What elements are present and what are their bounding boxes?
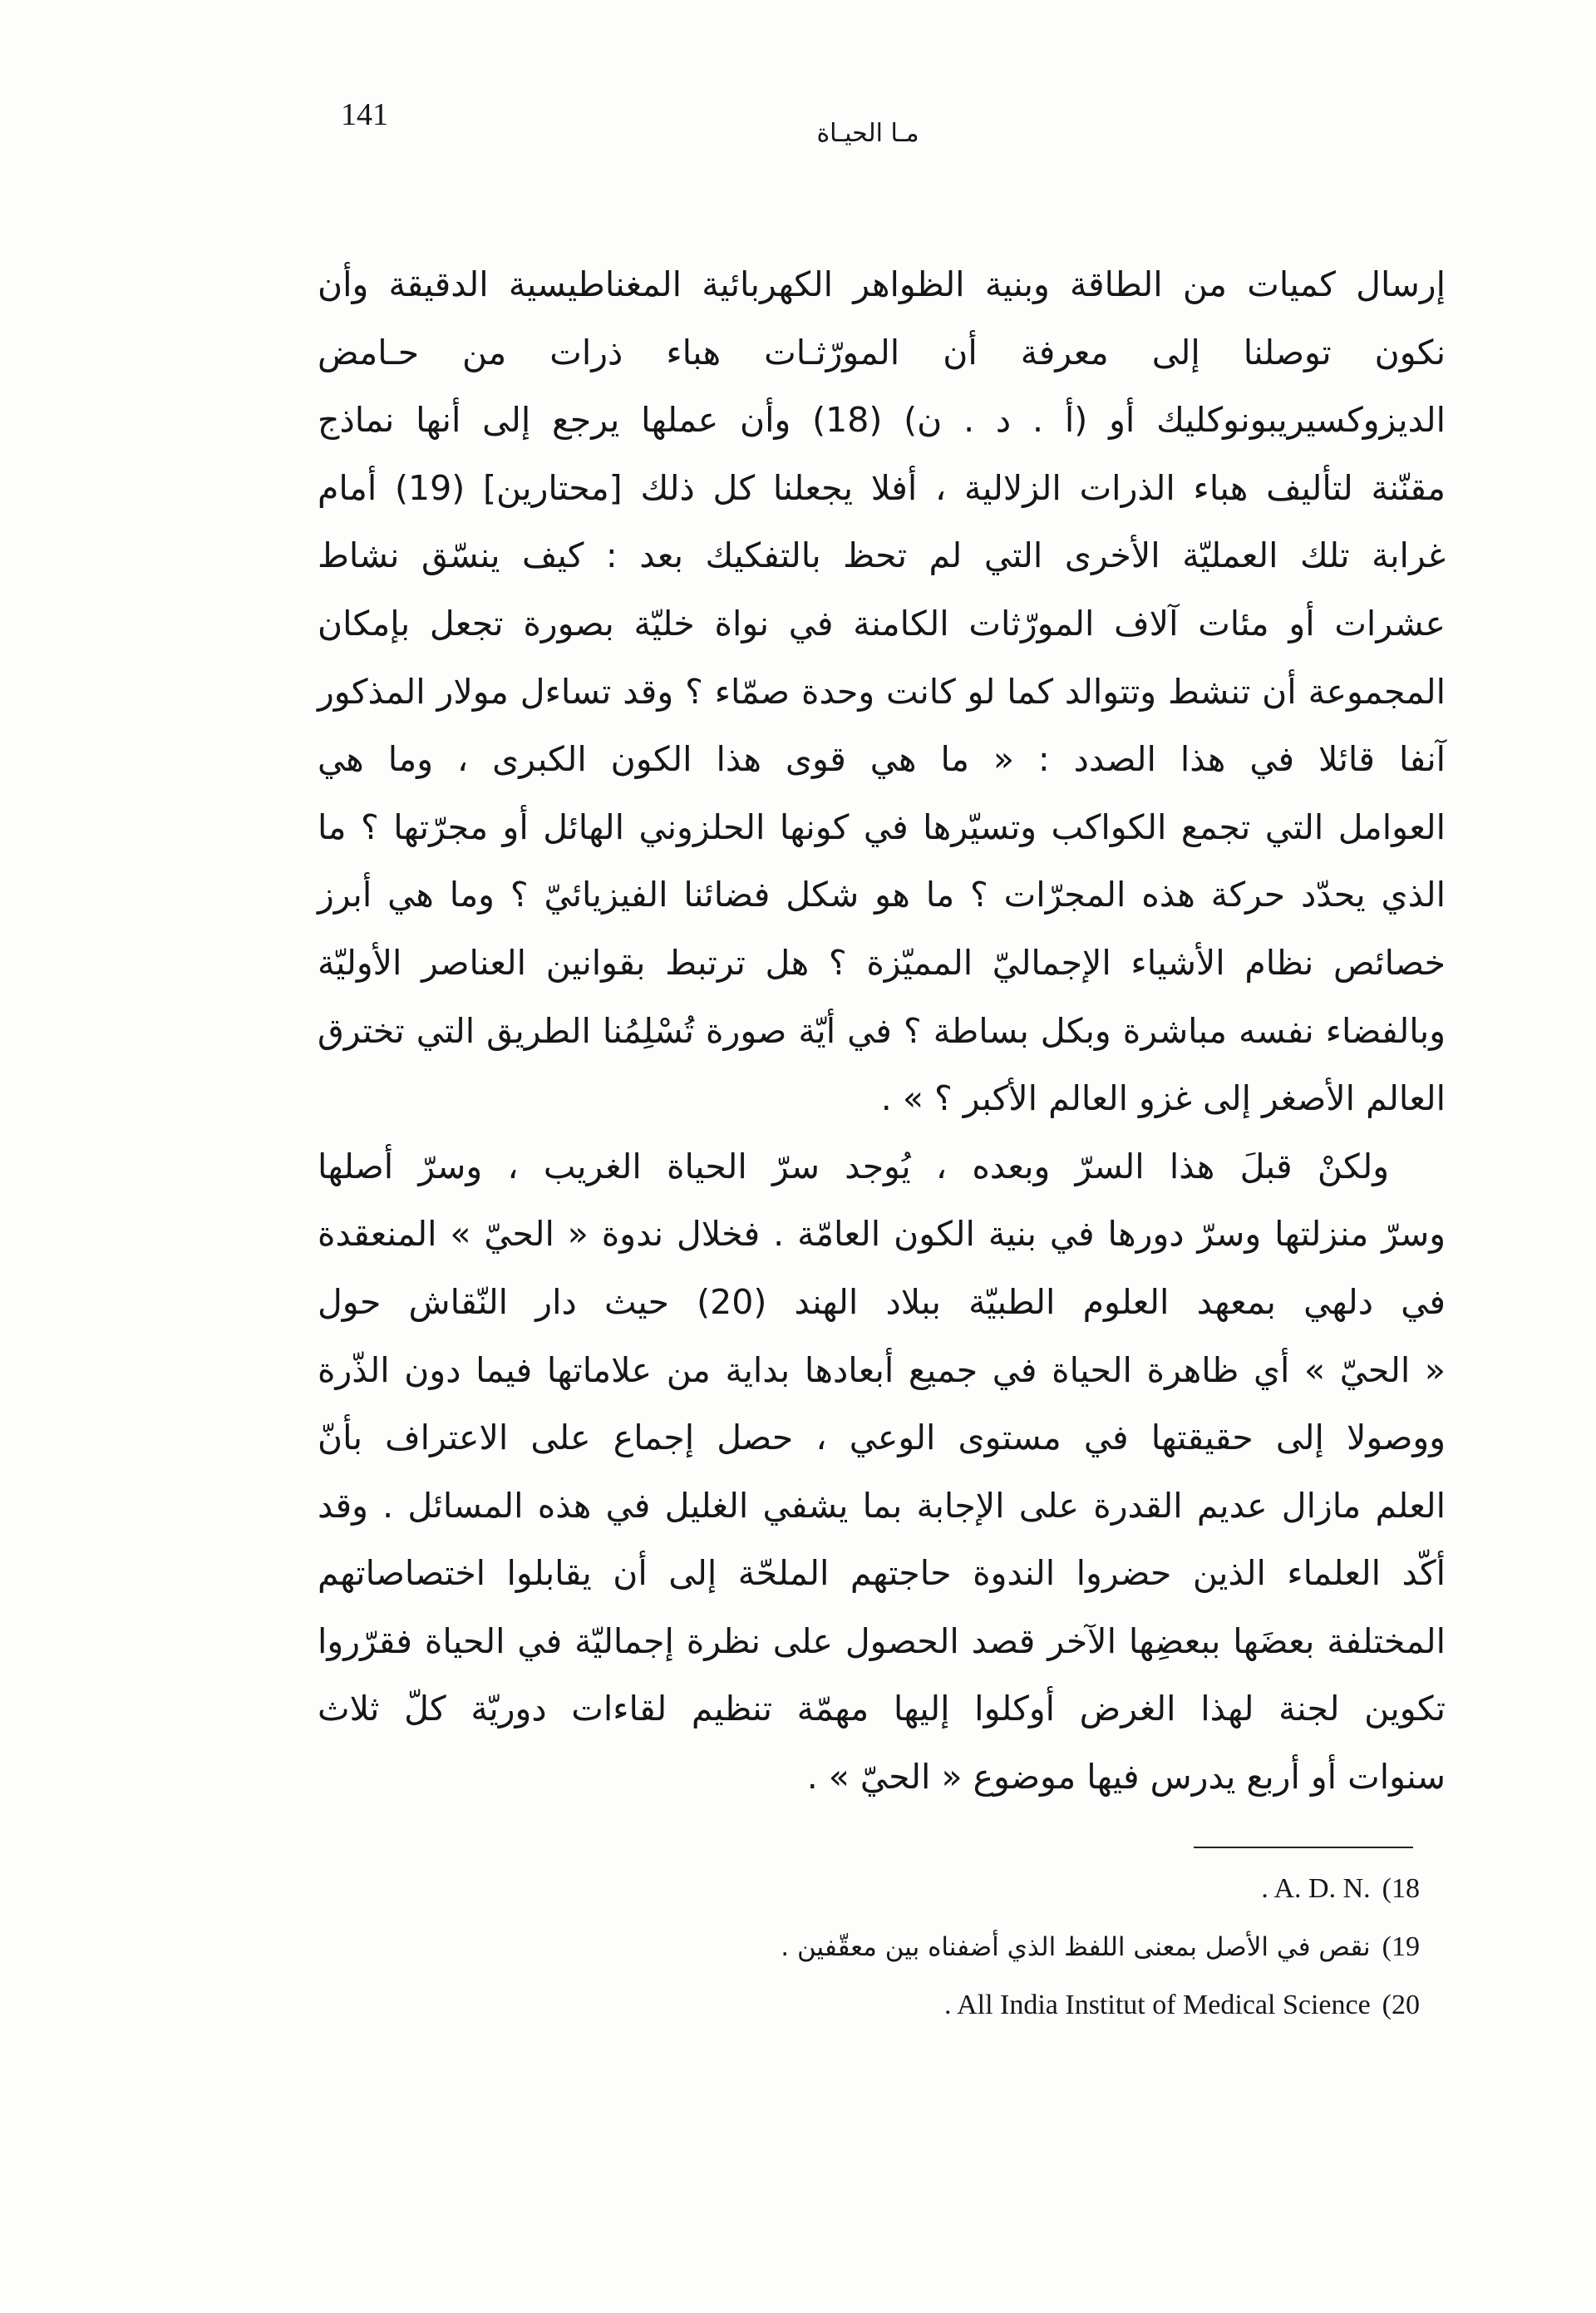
text-line: سنوات أو أربع يدرس فيها موضوع « الحيّ » . <box>806 1757 1446 1798</box>
text-line: إرسال كميات من الطاقة وبنية الظواهر الكهربائية المغناطيسية الدقيقة وأن <box>318 264 1446 304</box>
text-line: نكون توصلنا إلى معرفة أن المورّثـات هباء ذرات من حـامض <box>318 332 1446 372</box>
text-line: آنفا قائلا في هذا الصدد : « ما هي قوى هذا الكون الكبرى ، وما هي <box>318 739 1446 780</box>
text-line: عشرات أو مئات آلاف المورّثات الكامنة في نواة خليّة بصورة تجعل بإمكان <box>318 603 1446 644</box>
text-line: المختلفة بعضَها ببعضِها الآخر قصد الحصول على نظرة إجماليّة في الحياة فقرّروا <box>318 1620 1446 1661</box>
text-line: « الحيّ » أي ظاهرة الحياة في جميع أبعادها بداية من علاماتها فيما دون الذّرة <box>318 1349 1446 1390</box>
page-number: 141 <box>341 97 388 132</box>
footnote-marker: (19 <box>1382 1931 1420 1962</box>
text-line: الذي يحدّد حركة هذه المجرّات ؟ ما هو شكل فضائنا الفيزيائيّ ؟ وما هي أبرز <box>318 875 1446 915</box>
text-line: أكّد العلماء الذين حضروا الندوة حاجتهم الملحّة إلى أن يقابلوا اختصاصاتهم <box>318 1553 1446 1594</box>
text-line: المجموعة أن تنشط وتتوالد كما لو كانت وحدة صمّاء ؟ وقد تساءل مولار المذكور <box>318 671 1446 712</box>
footnote-18 <box>589 1860 1420 1918</box>
paragraph-2 <box>318 1133 1446 1812</box>
footnote-text: . All India Institut of Medical Science <box>943 1990 1371 2020</box>
footnote-marker: (20 <box>1382 1990 1420 2020</box>
text-line: في دلهي بمعهد العلوم الطبيّة ببلاد الهند (20) حيث دار النّقاش حول <box>318 1281 1446 1322</box>
text-line: ووصولا إلى حقيقتها في مستوى الوعي ، حصل إجماع على الاعتراف بأنّ <box>318 1418 1446 1458</box>
footnote-separator <box>1194 1847 1413 1848</box>
footnote-20 <box>589 1976 1420 2034</box>
text-line: العالم الأصغر إلى غزو العالم الأكبر ؟ » . <box>880 1078 1446 1119</box>
footnote-19 <box>589 1918 1420 1976</box>
text-line: وبالفضاء نفسه مباشرة وبكل بساطة ؟ في أيّة صورة تُسْلِمُنا الطريق التي تخترق <box>318 1010 1446 1051</box>
text-line: مقنّنة لتأليف هباء الذرات الزلالية ، أفلا يجعلنا كل ذلك [محتارين] (19) أمام <box>318 467 1446 508</box>
footnote-text: نقص في الأصل بمعنى اللفظ الذي أضفناه بين معقّفين . <box>781 1932 1371 1962</box>
running-header: مـا الحيـاة <box>816 119 919 148</box>
text-line: غرابة تلك العمليّة الأخرى التي لم تحظ بالتفكيك بعد : كيف ينسّق نشاط <box>318 535 1446 576</box>
text-line: ولكنْ قبلَ هذا السرّ وبعده ، يُوجد سرّ الحياة الغريب ، وسرّ أصلها <box>318 1146 1389 1186</box>
text-line: وسرّ منزلتها وسرّ دورها في بنية الكون العامّة . فخلال ندوة « الحيّ » المنعقدة <box>318 1214 1446 1255</box>
paragraph-1 <box>318 251 1446 1133</box>
body-text <box>318 251 1446 1812</box>
text-line: تكوين لجنة لهذا الغرض أوكلوا إليها مهمّة تنظيم لقاءات دوريّة كلّ ثلاث <box>318 1689 1446 1729</box>
footnote-marker: (18 <box>1382 1873 1420 1904</box>
text-line: العلم مازال عديم القدرة على الإجابة بما يشفي الغليل في هذه المسائل . وقد <box>318 1485 1446 1526</box>
text-line: الديزوكسيريبونوكليك أو (أ . د . ن) (18) وأن عملها يرجع إلى أنها نماذج <box>318 400 1446 441</box>
text-line: العوامل التي تجمع الكواكب وتسيّرها في كونها الحلزوني الهائل أو مجرّتها ؟ ما <box>318 806 1446 847</box>
footnote-text: . A. D. N. <box>1261 1873 1371 1904</box>
text-line: خصائص نظام الأشياء الإجماليّ المميّزة ؟ هل ترتبط بقوانين العناصر الأوليّة <box>318 942 1446 983</box>
footnotes <box>589 1860 1420 2034</box>
